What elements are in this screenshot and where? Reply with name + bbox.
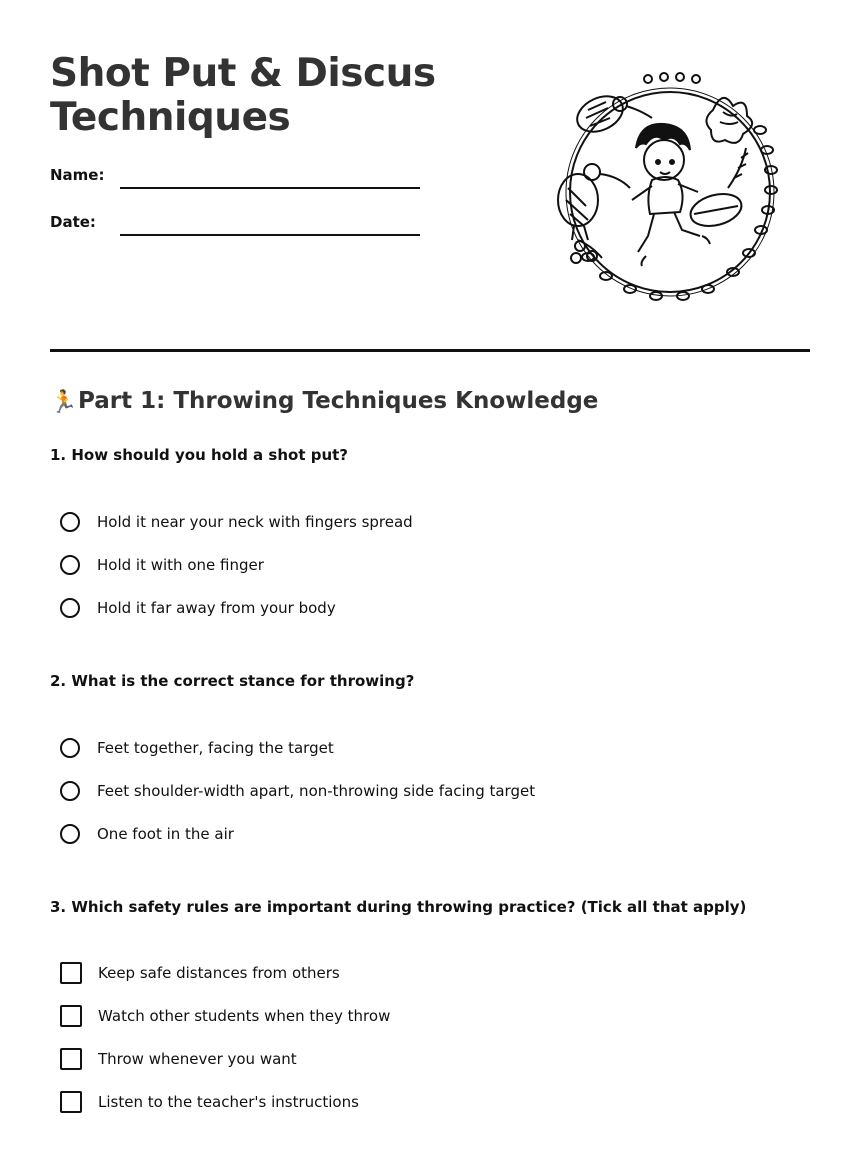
radio-button[interactable] — [60, 781, 80, 801]
name-label: Name: — [50, 166, 105, 184]
worksheet-title: Shot Put & Discus Techniques — [50, 51, 436, 140]
option-label: Hold it far away from your body — [97, 599, 336, 617]
runner-icon: 🏃 — [50, 390, 78, 415]
option-label: Keep safe distances from others — [98, 964, 340, 982]
radio-button[interactable] — [60, 555, 80, 575]
question-1: 1. How should you hold a shot put? — [50, 446, 348, 464]
radio-button[interactable] — [60, 598, 80, 618]
q3-option-2[interactable] — [60, 1004, 390, 1028]
q1-option-1[interactable] — [60, 510, 413, 534]
option-label: Feet together, facing the target — [97, 739, 334, 757]
question-3: 3. Which safety rules are important during throwing practice? (Tick all that apply) — [50, 898, 747, 916]
boy-running-icon — [632, 124, 710, 266]
checkbox[interactable] — [60, 962, 82, 984]
option-label: Feet shoulder-width apart, non-throwing side facing target — [97, 782, 536, 800]
section-title — [50, 388, 598, 415]
name-field[interactable] — [120, 187, 420, 189]
option-label: Hold it with one finger — [97, 556, 264, 574]
q2-option-1[interactable] — [60, 736, 334, 760]
radio-button[interactable] — [60, 512, 80, 532]
question-2: 2. What is the correct stance for throwing? — [50, 672, 415, 690]
option-label: Watch other students when they throw — [98, 1007, 391, 1025]
q1-option-3[interactable] — [60, 596, 336, 620]
q3-option-4[interactable] — [60, 1090, 359, 1114]
radio-button[interactable] — [60, 738, 80, 758]
checkbox[interactable] — [60, 1091, 82, 1113]
kiwi-bird-icon-2 — [558, 164, 630, 240]
option-label: Hold it near your neck with fingers spread — [97, 513, 413, 531]
q3-option-1[interactable] — [60, 961, 340, 985]
q3-option-3[interactable] — [60, 1047, 297, 1071]
checkbox[interactable] — [60, 1005, 82, 1027]
radio-button[interactable] — [60, 824, 80, 844]
date-label: Date: — [50, 213, 96, 231]
section-title-text: Part 1: Throwing Techniques Knowledge — [78, 388, 599, 414]
header-divider — [50, 349, 810, 352]
option-label: One foot in the air — [97, 825, 234, 843]
option-label: Throw whenever you want — [98, 1050, 297, 1068]
checkbox[interactable] — [60, 1048, 82, 1070]
header-illustration — [548, 70, 788, 308]
option-label: Listen to the teacher's instructions — [98, 1093, 359, 1111]
rugby-ball-icon — [687, 189, 745, 231]
date-field[interactable] — [120, 234, 420, 236]
q2-option-2[interactable] — [60, 779, 535, 803]
q2-option-3[interactable] — [60, 822, 234, 846]
q1-option-2[interactable] — [60, 553, 264, 577]
